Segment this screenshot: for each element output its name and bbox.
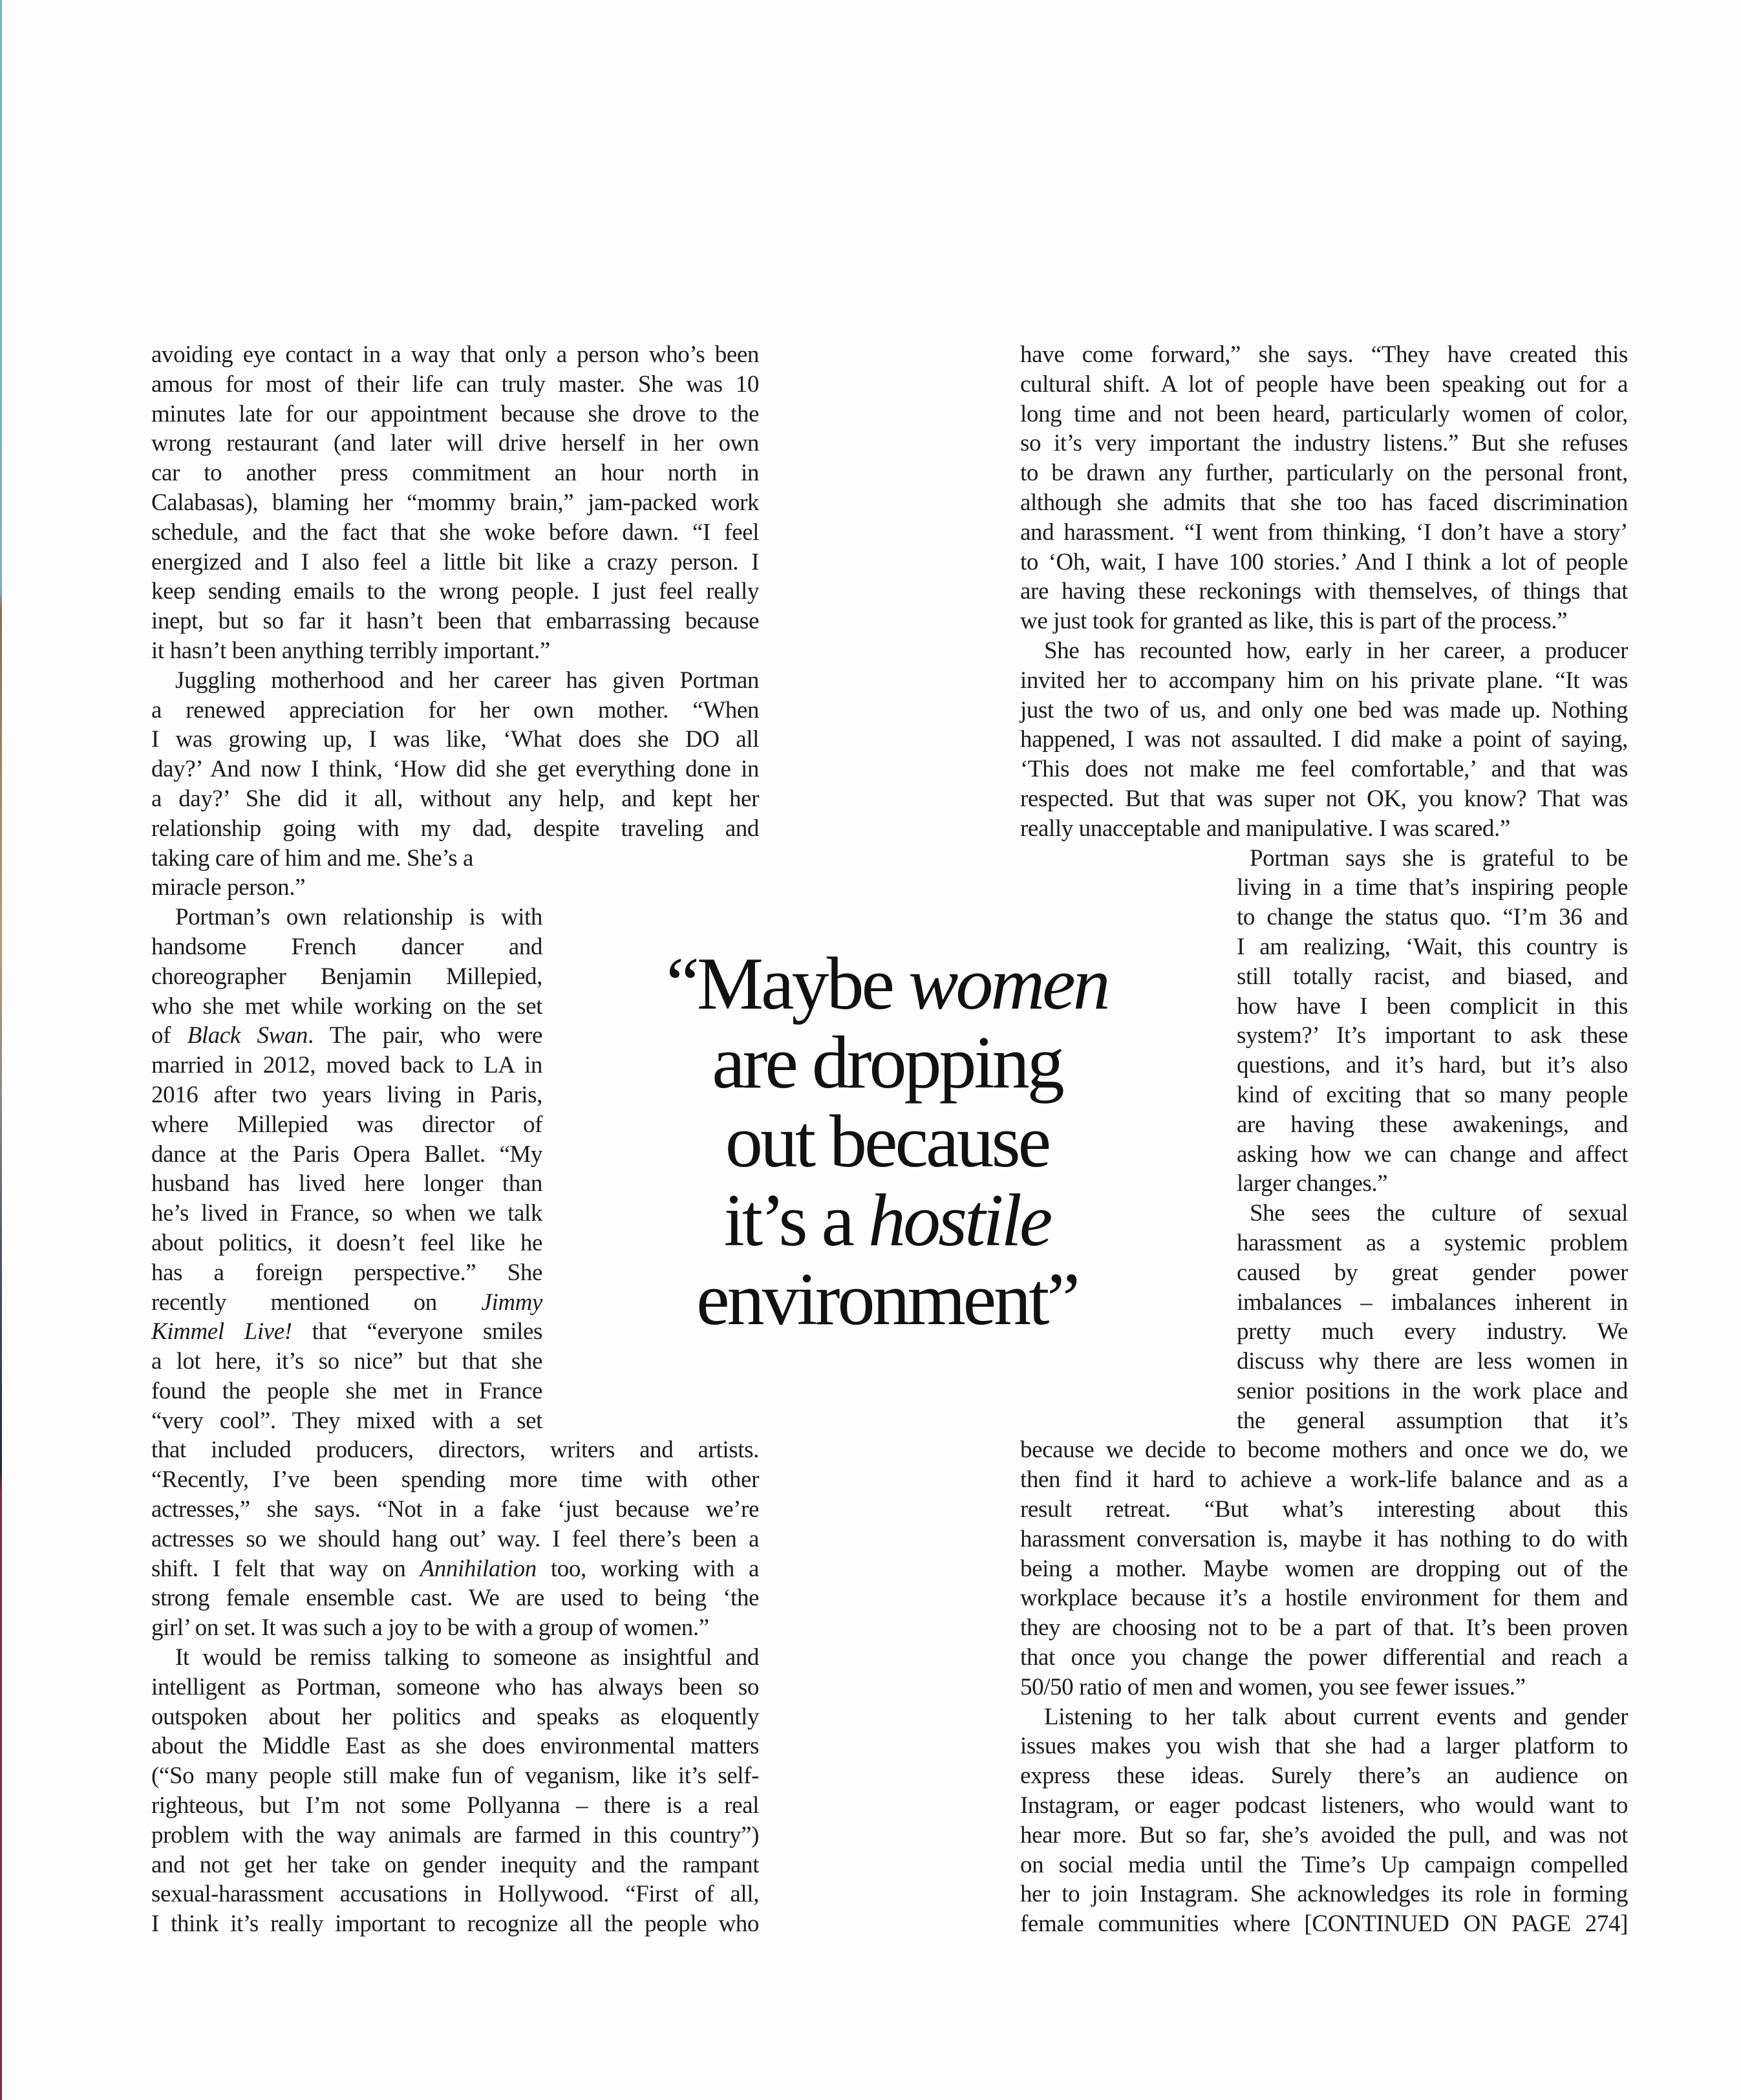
article-text-line: harassment conversation is, maybe it has nothing to do with <box>1020 1525 1628 1552</box>
article-text-line: schedule, and the fact that she woke before dawn. “I feel <box>151 519 759 546</box>
article-text-line: being a mother. Maybe women are dropping out of the <box>1020 1555 1628 1582</box>
article-text-line: the general assumption that it’s <box>1237 1407 1628 1434</box>
article-text-line: her to join Instagram. She acknowledges its role in forming <box>1020 1881 1628 1908</box>
pull-quote <box>646 945 1127 1339</box>
article-text-line: Instagram, or eager podcast listeners, who would want to <box>1020 1792 1628 1819</box>
article-text-line: recently mentioned on Jimmy <box>151 1289 542 1316</box>
article-text-line: long time and not been heard, particularly women of color, <box>1020 400 1628 427</box>
article-text-line: girl’ on set. It was such a joy to be with a group of women.” <box>151 1614 709 1642</box>
pull-quote-line: environment” <box>696 1258 1078 1341</box>
article-text-line: car to another press commitment an hour north in <box>151 460 759 487</box>
article-text-line: pretty much every industry. We <box>1237 1318 1628 1345</box>
article-text-line: a renewed appreciation for her own mother. “When <box>151 696 759 723</box>
article-text-line: strong female ensemble cast. We are used to being ‘the <box>151 1585 759 1612</box>
article-text-line: living in a time that’s inspiring people <box>1237 874 1628 901</box>
article-text-line: we just took for granted as like, this is part of the process.” <box>1020 608 1568 635</box>
article-text-line: 50/50 ratio of men and women, you see fewer issues.” <box>1020 1673 1526 1700</box>
article-text-line: about politics, it doesn’t feel like he <box>151 1229 542 1256</box>
article-text-line: shift. I felt that way on Annihilation too, working with a <box>151 1555 759 1582</box>
article-paragraph <box>151 340 759 666</box>
article-text-line: and not get her take on gender inequity and the rampant <box>151 1851 759 1878</box>
article-text-line: actresses,” she says. “Not in a fake ‘just because we’re <box>151 1496 759 1523</box>
page-edge-color-strip <box>0 0 2 2100</box>
article-text-line: Kimmel Live! that “everyone smiles <box>151 1318 542 1345</box>
italic-text: hostile <box>868 1179 1051 1262</box>
article-text-line: how have I been complicit in this <box>1237 992 1628 1020</box>
article-text-line: then find it hard to achieve a work-life balance and as a <box>1020 1466 1628 1494</box>
article-text-line: day?’ And now I think, ‘How did she get everything done in <box>151 756 759 783</box>
article-text-line: “very cool”. They mixed with a set <box>151 1407 542 1434</box>
article-paragraph <box>151 666 759 903</box>
article-text-line: of Black Swan. The pair, who were <box>151 1022 543 1049</box>
article-text-line: harassment as a systemic problem <box>1237 1229 1628 1256</box>
article-text-line: amous for most of their life can truly master. She was 10 <box>151 370 759 398</box>
article-text-line: miracle person.” <box>151 874 306 901</box>
article-text-line: keep sending emails to the wrong people. I just feel really <box>151 578 759 605</box>
article-text-line: about the Middle East as she does environmental matters <box>151 1733 759 1760</box>
article-text-line: actresses so we should hang out’ way. I feel there’s been a <box>151 1525 759 1552</box>
article-text-line: problem with the way animals are farmed in this country”) <box>151 1821 759 1848</box>
article-text-line: righteous, but I’m not some Pollyanna – there is a real <box>151 1792 759 1819</box>
article-text-line: that once you change the power differential and reach a <box>1020 1644 1628 1671</box>
article-text-line: cultural shift. A lot of people have been speaking out for a <box>1020 370 1628 398</box>
article-text-line: 2016 after two years living in Paris, <box>151 1081 542 1108</box>
article-text-line: female communities where [CONTINUED ON PAGE 274] <box>1020 1911 1628 1938</box>
article-text-line: avoiding eye contact in a way that only a person who’s been <box>151 341 759 368</box>
article-text-line: Calabasas), blaming her “mommy brain,” jam-packed work <box>151 489 759 516</box>
article-text-line: questions, and it’s hard, but it’s also <box>1237 1052 1628 1079</box>
article-paragraph <box>1020 340 1628 636</box>
article-text-line: She sees the culture of sexual <box>1250 1200 1628 1227</box>
article-paragraph <box>151 1643 759 1939</box>
article-text-line: to be drawn any further, particularly on the personal front, <box>1020 460 1628 487</box>
pull-quote-line: are dropping <box>712 1022 1062 1104</box>
article-text-line: really unacceptable and manipulative. I was scared.” <box>1020 815 1510 842</box>
article-text-line: (“So many people still make fun of veganism, like it’s self- <box>151 1762 759 1790</box>
article-text-line: minutes late for our appointment because she drove to the <box>151 400 759 427</box>
article-text-line: Portman’s own relationship is with <box>175 904 542 931</box>
article-text-line: where Millepied was director of <box>151 1111 542 1138</box>
article-text-line: issues makes you wish that she had a larger platform to <box>1020 1733 1628 1760</box>
italic-text: Black Swan <box>187 1022 308 1049</box>
article-text-line: senior positions in the work place and <box>1237 1377 1628 1404</box>
article-text-line: It would be remiss talking to someone as insightful and <box>175 1644 759 1671</box>
article-text-line: hear more. But so far, she’s avoided the pull, and was not <box>1020 1821 1628 1848</box>
article-text-line: Portman says she is grateful to be <box>1250 844 1628 872</box>
article-text-line: and harassment. “I went from thinking, ‘I don’t have a story’ <box>1020 519 1628 546</box>
article-text-line: sexual-harassment accusations in Hollywood. “First of all, <box>151 1881 759 1908</box>
article-text-line: a day?’ She did it all, without any help, and kept her <box>151 785 759 812</box>
article-text-line: a lot here, it’s so nice” but that she <box>151 1348 542 1375</box>
article-text-line: ‘This does not make me feel comfortable,’ and that was <box>1020 756 1628 783</box>
article-text-line: handsome French dancer and <box>151 933 542 960</box>
article-text-line: Listening to her talk about current events and gender <box>1044 1703 1628 1730</box>
article-paragraph <box>1020 1702 1628 1939</box>
italic-text: women <box>908 943 1108 1025</box>
article-text-line: I was growing up, I was like, ‘What does she DO all <box>151 726 759 753</box>
article-text-line: respected. But that was super not OK, you know? That was <box>1020 785 1628 812</box>
article-text-line: to change the status quo. “I’m 36 and <box>1237 904 1628 931</box>
article-text-line: energized and I also feel a little bit like a crazy person. I <box>151 548 759 575</box>
article-text-line: asking how we can change and affect <box>1237 1141 1628 1168</box>
article-text-line: outspoken about her politics and speaks as eloquently <box>151 1703 759 1730</box>
article-text-line: She has recounted how, early in her career, a producer <box>1044 637 1628 664</box>
article-text-line: kind of exciting that so many people <box>1237 1081 1628 1108</box>
article-text-line: inept, but so far it hasn’t been that embarrassing because <box>151 608 759 635</box>
article-text-line: it hasn’t been anything terribly important.” <box>151 637 550 664</box>
article-text-line: found the people she met in France <box>151 1377 542 1404</box>
italic-text: Kimmel Live! <box>151 1318 292 1345</box>
article-text-line: has a foreign perspective.” She <box>151 1259 542 1286</box>
italic-text: Jimmy <box>481 1289 542 1316</box>
article-text-line: married in 2012, moved back to LA in <box>151 1052 542 1079</box>
article-text-line: intelligent as Portman, someone who has always been so <box>151 1673 759 1700</box>
article-text-line: are having these awakenings, and <box>1237 1111 1628 1138</box>
italic-text: Annihilation <box>420 1555 537 1582</box>
article-text-line: husband has lived here longer than <box>151 1170 542 1197</box>
pull-quote-line: “Maybe women <box>666 943 1108 1025</box>
article-text-line: discuss why there are less women in <box>1237 1348 1628 1375</box>
article-text-line: who she met while working on the set <box>151 992 542 1020</box>
pull-quote-line: it’s a hostile <box>723 1179 1051 1262</box>
article-text-line: wrong restaurant (and later will drive herself in her own <box>151 430 759 457</box>
article-text-line: “Recently, I’ve been spending more time with other <box>151 1466 759 1494</box>
article-text-line: I think it’s really important to recognize all the people who <box>151 1911 759 1938</box>
pull-quote-line: out because <box>725 1100 1049 1183</box>
article-text-line: I am realizing, ‘Wait, this country is <box>1237 933 1628 960</box>
article-text-line: system?’ It’s important to ask these <box>1237 1022 1628 1049</box>
article-text-line: although she admits that she too has faced discrimination <box>1020 489 1628 516</box>
article-text-line: happened, I was not assaulted. I did make a point of saying, <box>1020 726 1628 753</box>
article-text-line: he’s lived in France, so when we talk <box>151 1200 542 1227</box>
article-text-line: imbalances – imbalances inherent in <box>1237 1289 1628 1316</box>
article-text-line: caused by great gender power <box>1237 1259 1628 1286</box>
article-text-line: choreographer Benjamin Millepied, <box>151 963 542 990</box>
article-text-line: larger changes.” <box>1237 1170 1388 1197</box>
article-text-line: that included producers, directors, writers and artists. <box>151 1437 759 1464</box>
article-text-line: taking care of him and me. She’s a <box>151 844 474 872</box>
article-text-line: result retreat. “But what’s interesting about this <box>1020 1496 1628 1523</box>
article-text-line: dance at the Paris Opera Ballet. “My <box>151 1141 542 1168</box>
article-text-line: still totally racist, and biased, and <box>1237 963 1628 990</box>
article-text-line: because we decide to become mothers and once we do, we <box>1020 1437 1628 1464</box>
article-text-line: just the two of us, and only one bed was made up. Nothing <box>1020 696 1628 723</box>
article-text-line: so it’s very important the industry listens.” But she refuses <box>1020 430 1628 457</box>
article-text-line: have come forward,” she says. “They have created this <box>1020 341 1628 368</box>
article-text-line: invited her to accompany him on his private plane. “It was <box>1020 667 1628 694</box>
article-text-line: are having these reckonings with themselves, of things that <box>1020 578 1628 605</box>
article-text-line: to ‘Oh, wait, I have 100 stories.’ And I think a lot of people <box>1020 548 1628 575</box>
article-text-line: relationship going with my dad, despite traveling and <box>151 815 759 842</box>
article-text-line: workplace because it’s a hostile environment for them and <box>1020 1585 1628 1612</box>
article-text-line: they are choosing not to be a part of that. It’s been proven <box>1020 1614 1628 1642</box>
article-text-line: on social media until the Time’s Up campaign compelled <box>1020 1851 1628 1878</box>
article-paragraph <box>1020 636 1628 844</box>
article-text-line: express these ideas. Surely there’s an audience on <box>1020 1762 1628 1790</box>
article-text-line: Juggling motherhood and her career has given Portman <box>175 667 759 694</box>
